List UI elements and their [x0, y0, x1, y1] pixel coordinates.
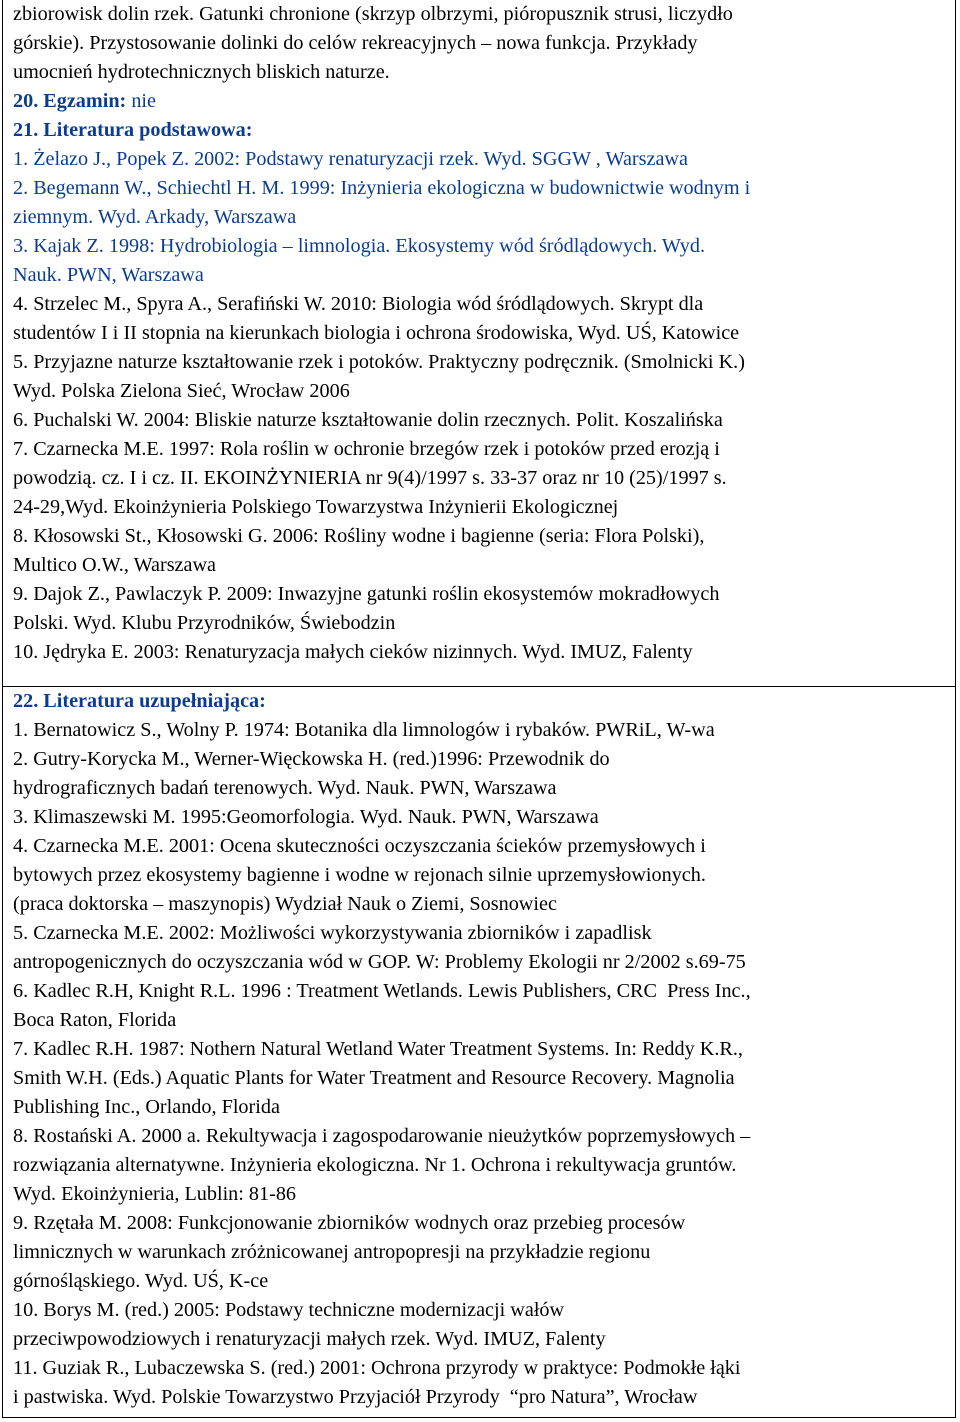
- reference-line: 3. Klimaszewski M. 1995:Geomorfologia. Wyd. Nauk. PWN, Warszawa: [13, 806, 599, 828]
- reference-line: limnicznych w warunkach zróżnicowanej antropopresji na przykładzie regionu: [13, 1241, 651, 1263]
- reference-line: ziemnym. Wyd. Arkady, Warszawa: [13, 206, 297, 228]
- reference-line: i pastwiska. Wyd. Polskie Towarzystwo Przyjaciół Przyrody “pro Natura”, Wrocław: [13, 1386, 698, 1408]
- reference-line: Nauk. PWN, Warszawa: [13, 264, 204, 286]
- text-line: zbiorowisk dolin rzek. Gatunki chronione (skrzyp olbrzymi, pióropusznik strusi, liczydło: [13, 3, 733, 25]
- reference-line: 1. Bernatowicz S., Wolny P. 1974: Botanika dla limnologów i rybaków. PWRiL, W-wa: [13, 719, 715, 741]
- reference-line: 7. Kadlec R.H. 1987: Nothern Natural Wetland Water Treatment Systems. In: Reddy K.R.,: [13, 1038, 743, 1060]
- reference-line: 7. Czarnecka M.E. 1997: Rola roślin w ochronie brzegów rzek i potoków przed erozją i: [13, 438, 720, 460]
- text-line: umocnień hydrotechnicznych bliskich naturze.: [13, 61, 390, 83]
- reference-line: 10. Borys M. (red.) 2005: Podstawy techniczne modernizacji wałów: [13, 1299, 565, 1321]
- reference-line: 5. Czarnecka M.E. 2002: Możliwości wykorzystywania zbiorników i zapadlisk: [13, 922, 652, 944]
- reference-line: Wyd. Polska Zielona Sieć, Wrocław 2006: [13, 380, 350, 402]
- syllabus-row-top: [3, 0, 955, 686]
- reference-line: 4. Strzelec M., Spyra A., Serafiński W. 2010: Biologia wód śródlądowych. Skrypt dla: [13, 293, 704, 315]
- reference-line: 3. Kajak Z. 1998: Hydrobiologia – limnologia. Ekosystemy wód śródlądowych. Wyd.: [13, 235, 705, 257]
- reference-line: 6. Puchalski W. 2004: Bliskie naturze kształtowanie dolin rzecznych. Polit. Koszalińska: [13, 409, 723, 431]
- reference-line: 8. Rostański A. 2000 a. Rekultywacja i zagospodarowanie nieużytków poprzemysłowych –: [13, 1125, 751, 1147]
- reference-line: antropogenicznych do oczyszczania wód w GOP. W: Problemy Ekologii nr 2/2002 s.69-75: [13, 951, 746, 973]
- exam-line: [13, 87, 955, 116]
- syllabus-table: [2, 0, 956, 1418]
- literature-extra-list: [13, 716, 955, 1412]
- literature-basic-list: [13, 145, 955, 667]
- reference-line: Multico O.W., Warszawa: [13, 554, 217, 576]
- syllabus-row-bottom: [3, 686, 955, 1412]
- reference-line: 11. Guziak R., Lubaczewska S. (red.) 2001: Ochrona przyrody w praktyce: Podmokłe łąki: [13, 1357, 741, 1379]
- literature-basic-title: 21. Literatura podstawowa:: [13, 119, 253, 141]
- reference-line: bytowych przez ekosystemy bagienne i wodne w rejonach silnie uprzemysłowionych.: [13, 864, 706, 886]
- reference-line: Smith W.H. (Eds.) Aquatic Plants for Water Treatment and Resource Recovery. Magnolia: [13, 1067, 735, 1089]
- reference-line: 1. Żelazo J., Popek Z. 2002: Podstawy renaturyzacji rzek. Wyd. SGGW , Warszawa: [13, 148, 688, 170]
- reference-line: powodzią. cz. I i cz. II. EKOINŻYNIERIA nr 9(4)/1997 s. 33-37 oraz nr 10 (25)/1997 s.: [13, 467, 727, 489]
- reference-line: 5. Przyjazne naturze kształtowanie rzek i potoków. Praktyczny podręcznik. (Smolnicki K.): [13, 351, 745, 373]
- reference-line: rozwiązania alternatywne. Inżynieria ekologiczna. Nr 1. Ochrona i rekultywacja gruntów.: [13, 1154, 737, 1176]
- reference-line: 8. Kłosowski St., Kłosowski G. 2006: Rośliny wodne i bagienne (seria: Flora Polski),: [13, 525, 705, 547]
- literature-extra-title: 22. Literatura uzupełniająca:: [13, 690, 266, 712]
- reference-line: (praca doktorska – maszynopis) Wydział Nauk o Ziemi, Sosnowiec: [13, 893, 557, 915]
- reference-line: przeciwpowodziowych i renaturyzacji małych rzek. Wyd. IMUZ, Falenty: [13, 1328, 606, 1350]
- reference-line: Publishing Inc., Orlando, Florida: [13, 1096, 280, 1118]
- reference-line: hydrograficznych badań terenowych. Wyd. Nauk. PWN, Warszawa: [13, 777, 557, 799]
- reference-line: Boca Raton, Florida: [13, 1009, 177, 1031]
- reference-line: Polski. Wyd. Klubu Przyrodników, Świebodzin: [13, 612, 396, 634]
- exam-label: 20. Egzamin:: [13, 90, 127, 112]
- reference-line: 6. Kadlec R.H, Knight R.L. 1996 : Treatment Wetlands. Lewis Publishers, CRC Press Inc.,: [13, 980, 751, 1002]
- reference-line: 2. Gutry-Korycka M., Werner-Więckowska H. (red.)1996: Przewodnik do: [13, 748, 610, 770]
- reference-line: górnośląskiego. Wyd. UŚ, K-ce: [13, 1270, 269, 1292]
- reference-line: 9. Dajok Z., Pawlaczyk P. 2009: Inwazyjne gatunki roślin ekosystemów mokradłowych: [13, 583, 720, 605]
- reference-line: 24-29,Wyd. Ekoinżynieria Polskiego Towarzystwa Inżynierii Ekologicznej: [13, 496, 619, 518]
- exam-value: nie: [126, 90, 156, 112]
- reference-line: 9. Rzętała M. 2008: Funkcjonowanie zbiorników wodnych oraz przebieg procesów: [13, 1212, 686, 1234]
- reference-line: 10. Jędryka E. 2003: Renaturyzacja małych cieków nizinnych. Wyd. IMUZ, Falenty: [13, 641, 693, 663]
- reference-line: studentów I i II stopnia na kierunkach biologia i ochrona środowiska, Wyd. UŚ, Katowice: [13, 322, 740, 344]
- reference-line: 2. Begemann W., Schiechtl H. M. 1999: Inżynieria ekologiczna w budownictwie wodnym i: [13, 177, 751, 199]
- reference-line: 4. Czarnecka M.E. 2001: Ocena skuteczności oczyszczania ścieków przemysłowych i: [13, 835, 706, 857]
- text-line: górskie). Przystosowanie dolinki do celów rekreacyjnych – nowa funkcja. Przykłady: [13, 32, 698, 54]
- reference-line: Wyd. Ekoinżynieria, Lublin: 81-86: [13, 1183, 297, 1205]
